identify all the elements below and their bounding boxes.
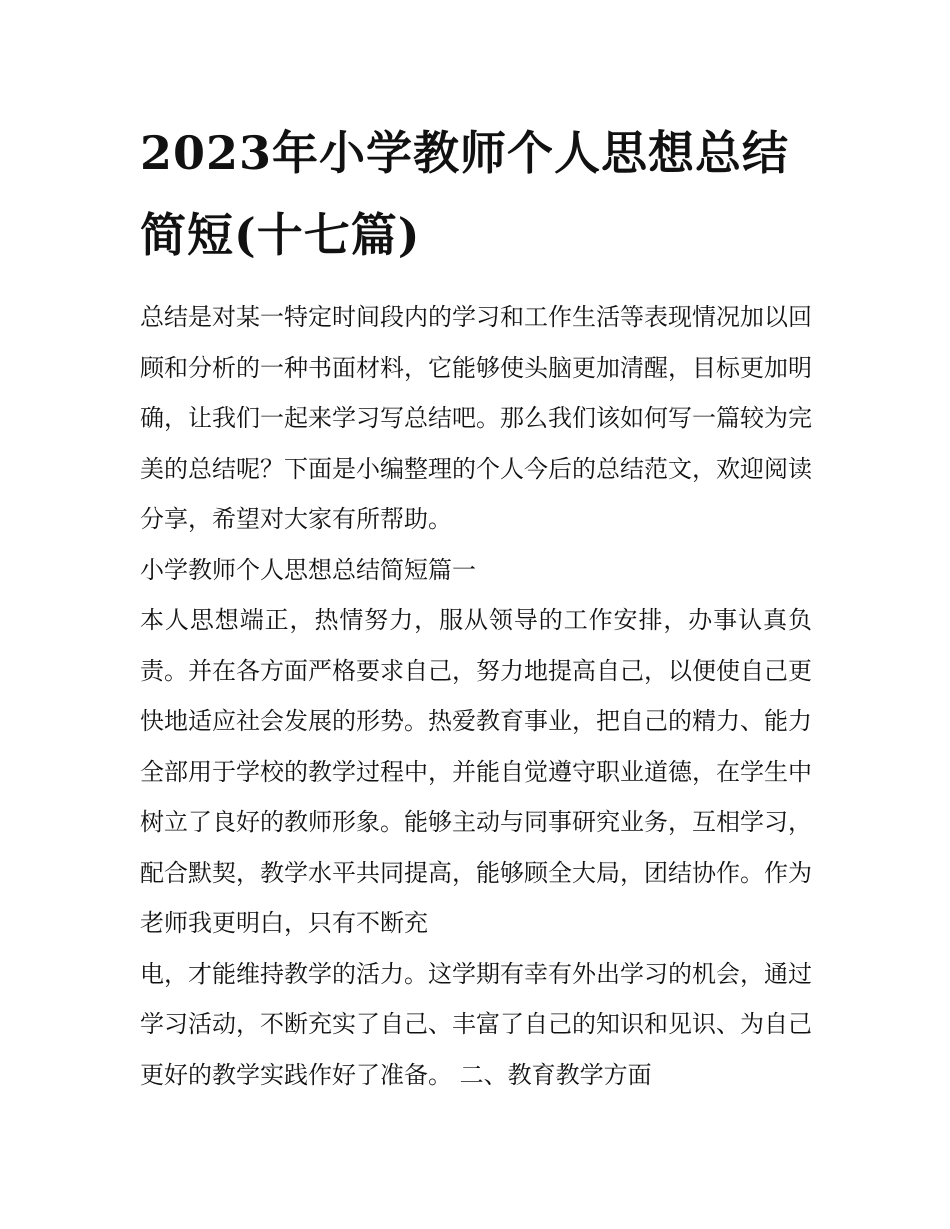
body-paragraph-1: 本人思想端正，热情努力，服从领导的工作安排，办事认真负责。并在各方面严格要求自己，努力地提高自己，以便使自己更快地适应社会发展的形势。热爱教育事业，把自己的精力、能力全部用于学校的教学过程中，并能自觉遵守职业道德，在学生中树立了良好的教师形象。能够主动与同事研究业务，互相学习，配合默契，教学水平共同提高，能够顾全大局，团结协作。作为老师我更明白，只有不断充	[140, 606, 812, 937]
body-paragraph-2: 电，才能维持教学的活力。这学期有幸有外出学习的机会，通过学习活动，不断充实了自己、丰富了自己的知识和见识、为自己更好的教学实践作好了准备。 二、教育教学方面	[140, 959, 812, 1089]
section-heading: 小学教师个人思想总结简短篇一	[140, 555, 476, 584]
document-title: 2023年小学教师个人思想总结简短(十七篇)	[140, 126, 790, 262]
intro-paragraph: 总结是对某一特定时间段内的学习和工作生活等表现情况加以回顾和分析的一种书面材料，它能够使头脑更加清醒，目标更加明确，让我们一起来学习写总结吧。那么我们该如何写一篇较为完美的总结呢？下面是小编整理的个人今后的总结范文，欢迎阅读分享，希望对大家有所帮助。	[140, 303, 812, 533]
